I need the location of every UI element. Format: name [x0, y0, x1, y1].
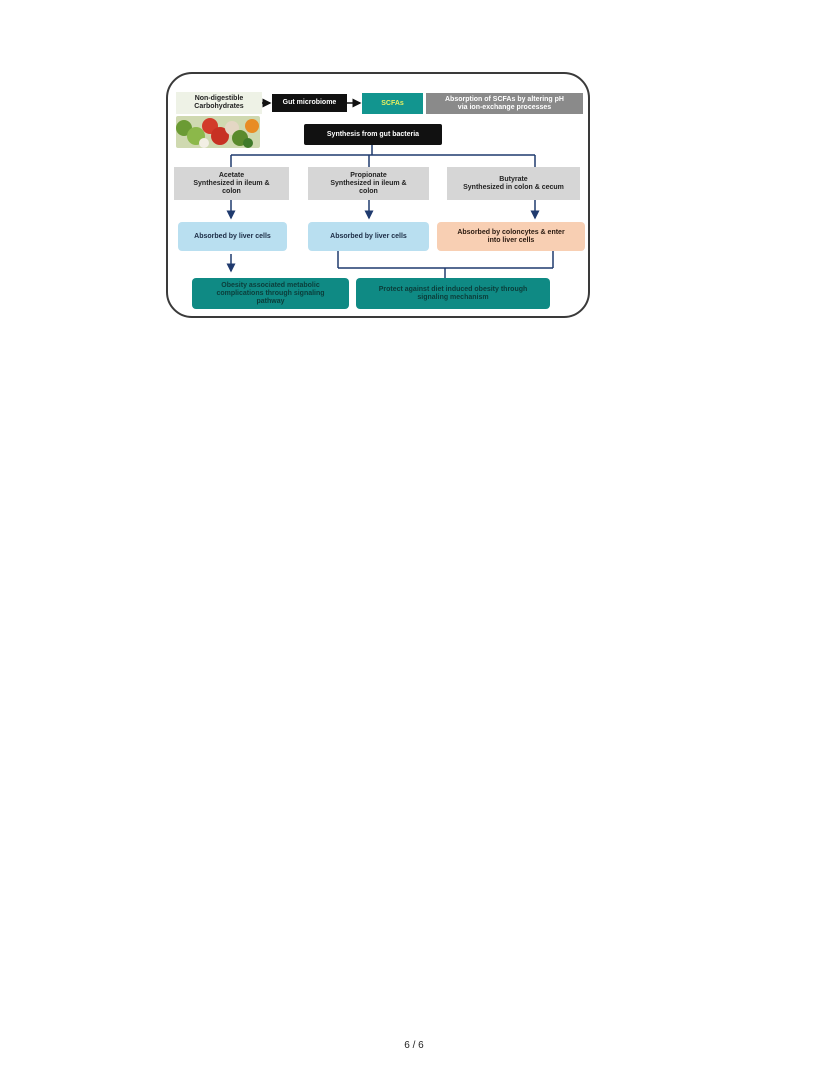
gut-microbiome-box: Gut microbiome — [272, 94, 347, 112]
butyrate-box: Butyrate Synthesized in colon & cecum — [447, 167, 580, 200]
vegetables-image — [176, 116, 260, 148]
synthesis-box: Synthesis from gut bacteria — [304, 124, 442, 145]
propionate-box: Propionate Synthesized in ileum & colon — [308, 167, 429, 200]
absorption-box: Absorption of SCFAs by altering pH via ion-exchange processes — [426, 93, 583, 114]
obesity-complications-box: Obesity associated metabolic complications through signaling pathway — [192, 278, 349, 309]
acetate-box: Acetate Synthesized in ileum & colon — [174, 167, 289, 200]
protect-obesity-box: Protect against diet induced obesity through signaling mechanism — [356, 278, 550, 309]
butyrate-absorbed-box: Absorbed by coloncytes & enter into liver cells — [437, 222, 585, 251]
input-carbohydrates-box: Non-digestible Carbohydrates — [176, 92, 262, 114]
page-number: 6 / 6 — [404, 1040, 424, 1051]
scfa-box: SCFAs — [362, 93, 423, 114]
propionate-absorbed-box: Absorbed by liver cells — [308, 222, 429, 251]
acetate-absorbed-box: Absorbed by liver cells — [178, 222, 287, 251]
